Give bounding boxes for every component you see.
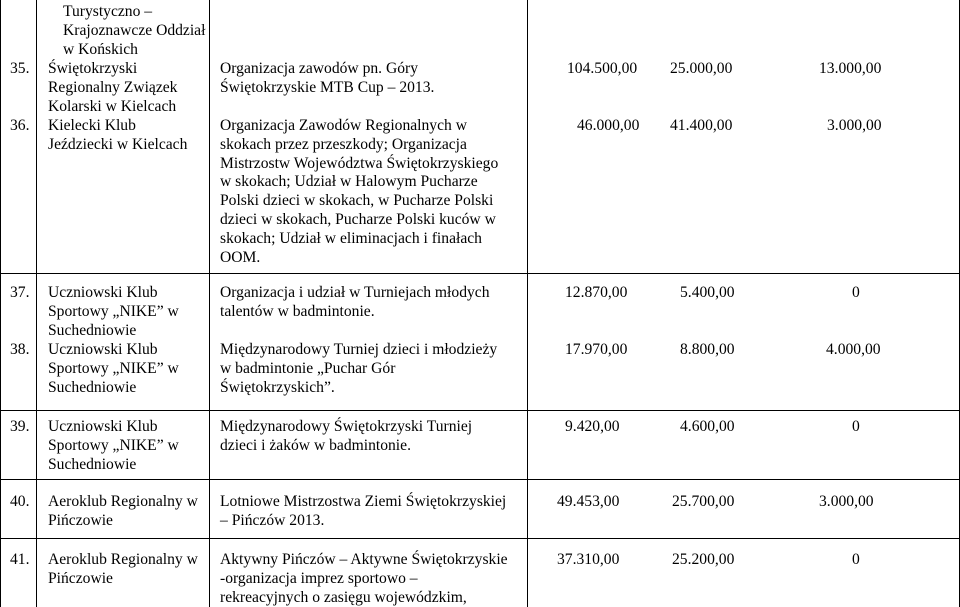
organization-cell: Aeroklub Regionalny w Pińczowie: [48, 551, 198, 587]
row-border: [0, 410, 960, 411]
column-border: [527, 0, 528, 607]
column-border: [0, 0, 1, 607]
organization-cell: Turystyczno – Krajoznawcze Oddział w Końskich: [63, 3, 206, 58]
amount-total: 46.000,00: [577, 117, 640, 134]
organization-cell: Uczniowski Klub Sportowy „NIKE” w Suchedniowie: [48, 341, 179, 396]
row-border: [0, 479, 960, 480]
organization-cell: Kielecki Klub Jeździecki w Kielcach: [48, 117, 188, 153]
amount-total: 49.453,00: [557, 493, 620, 510]
amount-granted: 25.000,00: [670, 60, 733, 77]
amount-other: 13.000,00: [819, 60, 882, 77]
amount-total: 9.420,00: [565, 418, 620, 435]
amount-granted: 4.600,00: [680, 418, 735, 435]
task-description: Organizacja zawodów pn. Góry Świętokrzyskie MTB Cup – 2013.: [220, 60, 435, 96]
amount-granted: 5.400,00: [680, 284, 735, 301]
organization-cell: Uczniowski Klub Sportowy „NIKE” w Suchedniowie: [48, 418, 179, 473]
task-description: Lotniowe Mistrzostwa Ziemi Świętokrzyskiej – Pińczów 2013.: [220, 493, 507, 529]
row-border: [0, 273, 960, 274]
row-border: [0, 538, 960, 539]
amount-other: 3.000,00: [827, 117, 882, 134]
amount-granted: 41.400,00: [670, 117, 733, 134]
task-description: Międzynarodowy Turniej dzieci i młodzieży w badmintonie „Puchar Gór Świętokrzyskich”.: [220, 341, 498, 396]
row-number: 36.: [10, 117, 30, 134]
amount-total: 37.310,00: [557, 551, 620, 568]
row-number: 40.: [10, 493, 30, 510]
amount-other: 0: [852, 418, 860, 435]
row-number: 37.: [10, 284, 30, 301]
organization-cell: Świętokrzyski Regionalny Związek Kolarski w Kielcach: [48, 60, 178, 115]
organization-cell: Uczniowski Klub Sportowy „NIKE” w Suchedniowie: [48, 284, 179, 339]
column-border: [209, 0, 210, 607]
task-description: Organizacja i udział w Turniejach młodych talentów w badmintonie.: [220, 284, 490, 320]
row-number: 39.: [10, 418, 30, 435]
task-description: Organizacja Zawodów Regionalnych w skokach przez przeszkody; Organizacja Mistrzostw Województwa Świętokrzyskiego w skokach; Udział w Halowym Pucharze Polski dzieci w skokach, w Pucharze Polski dzieci w skokach, Pucharze Polski kuców w skokach; Udział w eliminacjach i finałach OOM.: [220, 117, 499, 266]
task-description: Aktywny Pińczów – Aktywne Świętokrzyskie -organizacja imprez sportowo – rekreacyjnych o zasięgu wojewódzkim,: [220, 551, 508, 606]
column-border: [36, 0, 37, 607]
amount-granted: 25.200,00: [672, 551, 735, 568]
amount-other: 0: [852, 284, 860, 301]
amount-granted: 25.700,00: [672, 493, 735, 510]
amount-other: 0: [852, 551, 860, 568]
amount-total: 17.970,00: [565, 341, 628, 358]
organization-cell: Aeroklub Regionalny w Pińczowie: [48, 493, 198, 529]
row-number: 35.: [10, 60, 30, 77]
amount-total: 12.870,00: [565, 284, 628, 301]
amount-other: 4.000,00: [826, 341, 881, 358]
amount-granted: 8.800,00: [680, 341, 735, 358]
task-description: Międzynarodowy Świętokrzyski Turniej dzieci i żaków w badmintonie.: [220, 418, 473, 454]
row-number: 38.: [10, 341, 30, 358]
amount-other: 3.000,00: [819, 493, 874, 510]
row-number: 41.: [10, 551, 30, 568]
amount-total: 104.500,00: [567, 60, 638, 77]
